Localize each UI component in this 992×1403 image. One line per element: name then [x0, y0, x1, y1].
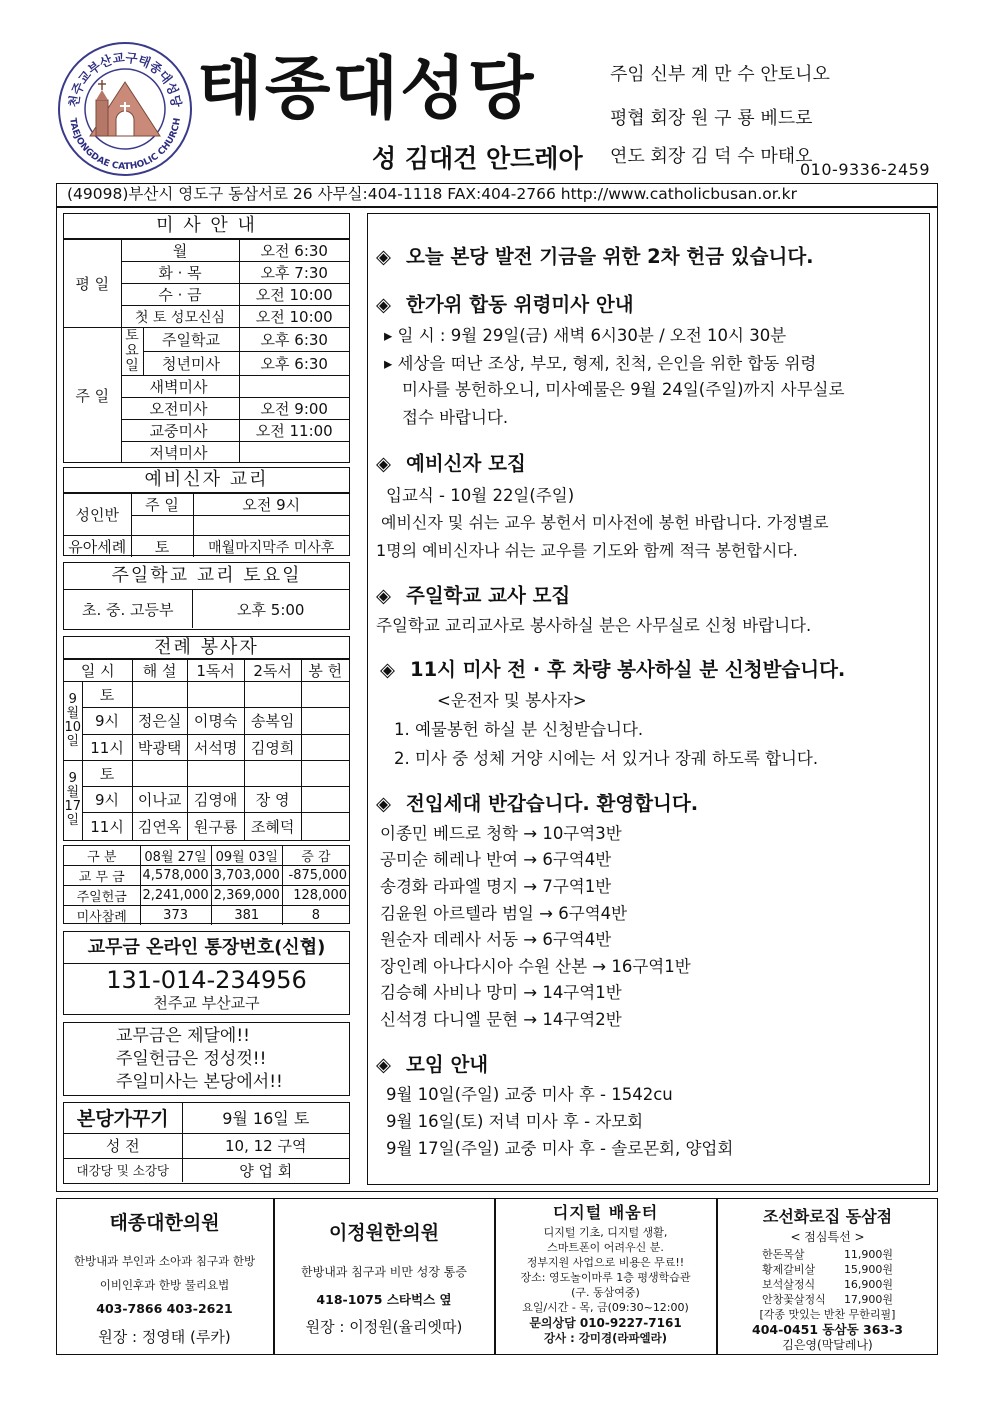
notice-line: 입교식 - 10월 22일(주일) — [386, 486, 575, 505]
ad-line: 강사 : 강미경(라파엘라) — [543, 1331, 668, 1345]
account-owner: 천주교 부산교구 — [153, 994, 260, 1012]
meeting-line: 9월 10일(주일) 교중 미사 후 - 1542cu — [386, 1085, 673, 1104]
page-title: 태종대성당 — [197, 50, 536, 129]
finance-diff: 8 — [282, 906, 349, 926]
liturgy-commentary — [132, 682, 187, 708]
newcomer-line: 김승혜 사비나 망미 → 14구역1반 — [380, 983, 622, 1002]
liturgy-reading2: 김영희 — [244, 734, 301, 760]
slogan-box — [63, 1022, 350, 1096]
mass-day: 월 — [121, 240, 239, 262]
sunday-school-title: 주일학교 교리 토요일 — [64, 563, 349, 590]
notice-heading — [376, 448, 526, 476]
ad-clinic-1 — [56, 1198, 273, 1355]
liturgy-commentary: 김연옥 — [132, 813, 187, 840]
finance-prev: 2,241,000 — [140, 886, 211, 906]
liturgy-offering — [301, 786, 349, 812]
liturgy-commentary: 이나교 — [132, 786, 187, 812]
ad-phone: 418-1075 스타벅스 옆 — [316, 1292, 452, 1307]
notice-title: 예비신자 모집 — [406, 452, 526, 475]
mass-day: 청년미사 — [143, 352, 239, 376]
finance-label: 교 무 금 — [64, 866, 140, 886]
mass-time: 오후 6:30 — [239, 352, 349, 376]
menu-price: 17,900원 — [843, 1293, 894, 1306]
mass-day: 새벽미사 — [121, 376, 239, 398]
notice-line: ▸ 세상을 떠난 조상, 부모, 형제, 친척, 은인을 위한 합동 위령 — [384, 354, 817, 373]
liturgy-reading2: 장 영 — [244, 786, 301, 812]
ad-line: 한방내과 부인과 소아과 침구과 한방 — [73, 1254, 256, 1268]
liturgy-commentary: 정은실 — [132, 708, 187, 734]
ad-name: 조선화로집 동삼점 — [762, 1207, 893, 1226]
liturgy-time: 11시 — [82, 813, 132, 840]
newcomer-line: 이종민 베드로 청학 → 10구역3반 — [380, 824, 622, 843]
liturgy-reading1 — [187, 760, 244, 786]
notice-line: 2. 미사 중 성체 거양 시에는 서 있거나 장궤 하도록 합니다. — [394, 749, 819, 768]
finance-header: 구 분 — [64, 846, 140, 866]
menu-item: 보석살정식 — [761, 1278, 816, 1291]
ad-line: 요일/시간 - 목, 금(09:30~12:00) — [522, 1301, 689, 1314]
infant-baptism-label: 유아세례 — [64, 536, 131, 558]
finance-prev: 4,578,000 — [140, 866, 211, 886]
notice-heading — [376, 580, 570, 608]
mass-time: 오전 11:00 — [239, 420, 349, 442]
adult-class-label: 성인반 — [64, 494, 131, 536]
patron-saint: 성 김대건 안드레아 — [372, 144, 583, 173]
catechumen-box — [63, 467, 350, 556]
triangle-bullet-icon: ▸ — [384, 326, 398, 345]
liturgy-time: 9시 — [82, 786, 132, 812]
notice-heading — [376, 241, 814, 269]
notice-line: 1명의 예비신자나 쉬는 교우를 기도와 함께 적극 봉헌합시다. — [376, 541, 798, 560]
notice-title: 모임 안내 — [406, 1053, 489, 1076]
logo-text-top: 천주교부산교구태종대성당 — [65, 49, 185, 109]
finance-header: 09월 03일 — [211, 846, 282, 866]
liturgy-reading2: 송복임 — [244, 708, 301, 734]
liturgy-offering — [301, 813, 349, 840]
liturgy-time: 11시 — [82, 734, 132, 760]
liturgy-header: 1독서 — [187, 660, 244, 682]
ad-clinic-2 — [274, 1198, 494, 1355]
liturgy-date: 9월10일 — [64, 682, 82, 761]
finance-label: 주일헌금 — [64, 886, 140, 906]
finance-prev: 373 — [140, 906, 211, 926]
mass-time: 오전 10:00 — [239, 306, 349, 328]
ad-digital — [495, 1198, 716, 1355]
notice-line: ▸ 일 시 : 9월 29일(금) 새벽 6시30분 / 오전 10시 30분 — [384, 326, 787, 345]
menu-price: 16,900원 — [843, 1278, 894, 1291]
account-box — [63, 931, 350, 1015]
adult-class-empty — [193, 516, 349, 536]
notice-heading — [376, 1049, 488, 1077]
notice-title: 오늘 본당 발전 기금을 위한 2차 헌금 있습니다. — [406, 245, 814, 268]
diamond-icon: ◈ — [380, 658, 395, 681]
ad-director: 원장 : 정영태 (루카) — [98, 1328, 231, 1346]
meeting-line: 9월 17일(주일) 교중 미사 후 - 솔로몬회, 양업회 — [386, 1139, 734, 1158]
menu-price: 11,900원 — [843, 1248, 894, 1261]
liturgy-reading1: 서석명 — [187, 734, 244, 760]
notice-line: 주일학교 교리교사로 봉사하실 분은 사무실로 신청 바랍니다. — [376, 616, 812, 635]
liturgy-reading1 — [187, 682, 244, 708]
newcomer-line: 원순자 데레사 서동 → 6구역4반 — [380, 930, 612, 949]
diamond-icon: ◈ — [376, 792, 391, 815]
liturgy-reading2: 조혜덕 — [244, 813, 301, 840]
mass-schedule-title: 미 사 안 내 — [64, 214, 349, 239]
finance-curr: 381 — [211, 906, 282, 926]
account-title: 교무금 온라인 통장번호(신협) — [64, 932, 349, 964]
church-logo — [56, 40, 194, 178]
decor-date: 9월 16일 토 — [182, 1103, 349, 1133]
menu-item: 황제갈비살 — [761, 1263, 816, 1276]
menu-price: 15,900원 — [843, 1263, 894, 1276]
council-president-line: 평협 회장 원 구 룡 베드로 — [610, 108, 813, 129]
newcomer-line: 김윤원 아르텔라 범일 → 6구역4반 — [380, 904, 628, 923]
notice-title: 주일학교 교사 모집 — [406, 584, 571, 607]
notice-line: 1. 예물봉헌 하실 분 신청받습니다. — [394, 720, 644, 739]
sunday-school-box — [63, 562, 350, 630]
mass-day: 주일학교 — [143, 328, 239, 352]
mass-day: 저녁미사 — [121, 442, 239, 464]
liturgy-commentary — [132, 760, 187, 786]
finance-header: 08월 27일 — [140, 846, 211, 866]
notice-title: 11시 미사 전 · 후 차량 봉사하실 분 신청받습니다. — [410, 658, 846, 681]
account-number: 131-014-234956 — [106, 966, 307, 994]
liturgy-time: 토 — [82, 682, 132, 708]
mass-time — [239, 376, 349, 398]
liturgy-reading2 — [244, 682, 301, 708]
ad-note: [각종 맛있는 반찬 무한리필] — [759, 1308, 896, 1321]
liturgy-header: 2독서 — [244, 660, 301, 682]
ad-line: 한방내과 침구과 비만 성장 통증 — [301, 1265, 467, 1279]
pastor-line: 주임 신부 계 만 수 안토니오 — [610, 64, 830, 85]
mass-day: 수 · 금 — [121, 284, 239, 306]
ad-phone: 403-7866 403-2621 — [96, 1301, 233, 1316]
decor-box — [63, 1102, 350, 1184]
ad-owner: 김은영(막달레나) — [782, 1338, 873, 1352]
ad-phone: 문의상담 010-9227-7161 — [529, 1316, 682, 1330]
logo-text-bottom: TAEJONGDAE CATHOLIC CHURCH — [67, 117, 183, 173]
mass-day: 교중미사 — [121, 420, 239, 442]
menu-item: 한돈목살 — [761, 1248, 805, 1261]
yeondo-president-line: 연도 회장 김 덕 수 마태오 — [610, 146, 813, 167]
decor-label: 성 전 — [64, 1133, 182, 1158]
liturgy-commentary: 박광택 — [132, 734, 187, 760]
finance-diff: -875,000 — [282, 866, 349, 886]
adult-class-day: 주 일 — [131, 494, 193, 516]
mass-day: 오전미사 — [121, 398, 239, 420]
diamond-icon: ◈ — [376, 584, 391, 607]
ad-name: 태종대한의원 — [109, 1212, 220, 1234]
liturgy-offering — [301, 708, 349, 734]
finance-curr: 3,703,000 — [211, 866, 282, 886]
slogan-line: 주일미사는 본당에서!! — [116, 1072, 283, 1092]
slogan-line: 교무금은 제달에!! — [116, 1026, 250, 1046]
liturgy-reading2 — [244, 760, 301, 786]
mass-time: 오전 9:00 — [239, 398, 349, 420]
decor-title: 본당가꾸기 — [64, 1103, 182, 1133]
liturgy-header: 봉 헌 — [301, 660, 349, 682]
liturgy-time: 토 — [82, 760, 132, 786]
diamond-icon: ◈ — [376, 293, 391, 316]
mass-day: 화 · 목 — [121, 262, 239, 284]
ad-name: 이정원한의원 — [328, 1222, 440, 1244]
ad-sub: < 점심특선 > — [790, 1230, 865, 1244]
ad-name: 디지털 배움터 — [552, 1203, 659, 1222]
mass-schedule-box — [63, 213, 350, 463]
sunday-label: 주 일 — [64, 328, 121, 464]
adult-class-empty — [131, 516, 193, 536]
decor-value: 10, 12 구역 — [182, 1133, 349, 1158]
weekday-label: 평 일 — [64, 240, 121, 328]
liturgy-title: 전례 봉사자 — [64, 637, 349, 659]
liturgy-offering — [301, 734, 349, 760]
finance-label: 미사참례 — [64, 906, 140, 926]
infant-baptism-day: 토 — [131, 536, 193, 558]
ad-restaurant — [717, 1198, 938, 1355]
liturgy-time: 9시 — [82, 708, 132, 734]
liturgy-offering — [301, 682, 349, 708]
liturgy-date: 9월17일 — [64, 760, 82, 840]
mass-time: 오후 6:30 — [239, 328, 349, 352]
decor-label: 대강당 및 소강당 — [64, 1158, 182, 1182]
notice-title: 전입세대 반갑습니다. 환영합니다. — [406, 792, 699, 815]
notice-heading — [380, 654, 845, 682]
address-bar: (49098)부산시 영도구 동삼서로 26 사무실:404-1118 FAX:404-2766 http://www.catholicbusan.or.kr — [56, 183, 938, 207]
sunday-school-time: 오후 5:00 — [237, 600, 305, 619]
mass-time — [239, 442, 349, 464]
phone-number: 010-9336-2459 — [800, 160, 931, 179]
liturgy-reading1: 김영애 — [187, 786, 244, 812]
notice-line: <운전자 및 봉사자> — [437, 691, 587, 710]
ad-director: 원장 : 이정원(율리엣따) — [305, 1318, 463, 1336]
liturgy-reading1: 이명숙 — [187, 708, 244, 734]
ad-line: 스마트폰이 어려우신 분. — [547, 1241, 664, 1254]
mass-time: 오후 7:30 — [239, 262, 349, 284]
ad-line: 이비인후과 한방 물리요법 — [99, 1278, 230, 1292]
slogan-line: 주일헌금은 정성껏!! — [116, 1049, 267, 1069]
decor-value: 양 업 회 — [182, 1158, 349, 1182]
mass-time: 오전 6:30 — [239, 240, 349, 262]
newcomer-line: 송경화 라파엘 명지 → 7구역1반 — [380, 877, 612, 896]
infant-baptism-time: 매월마지막주 미사후 — [193, 536, 349, 558]
notice-heading — [376, 788, 698, 816]
meeting-line: 9월 16일(토) 저녁 미사 후 - 자모회 — [386, 1112, 644, 1131]
notice-title: 한가위 합동 위령미사 안내 — [406, 293, 634, 316]
catechumen-title: 예비신자 교리 — [64, 468, 349, 493]
notice-line: 예비신자 및 쉬는 교우 봉헌서 미사전에 봉헌 바랍니다. 가정별로 — [381, 513, 829, 532]
finance-header: 증 감 — [282, 846, 349, 866]
diamond-icon: ◈ — [376, 452, 391, 475]
liturgy-offering — [301, 760, 349, 786]
ad-line: 장소: 영도놀이마루 1층 평생학습관 — [520, 1271, 691, 1284]
mass-time: 오전 10:00 — [239, 284, 349, 306]
newcomer-line: 신석경 다니엘 문현 → 14구역2반 — [380, 1010, 622, 1029]
notice-heading — [376, 289, 634, 317]
triangle-bullet-icon: ▸ — [384, 354, 398, 373]
sunday-school-target: 초. 중. 고등부 — [64, 590, 192, 628]
liturgy-header: 해 설 — [132, 660, 187, 682]
liturgy-reading1: 원구룡 — [187, 813, 244, 840]
ad-phone: 404-0451 동삼동 363-3 — [752, 1322, 903, 1337]
notice-line: 접수 바랍니다. — [402, 408, 509, 427]
ad-line: (구. 동삼여중) — [571, 1286, 640, 1299]
diamond-icon: ◈ — [376, 1053, 391, 1076]
adult-class-time: 오전 9시 — [193, 494, 349, 516]
finance-box — [63, 845, 350, 924]
diamond-icon: ◈ — [376, 245, 391, 268]
newcomer-line: 공미순 헤레나 반여 → 6구역4반 — [380, 850, 612, 869]
mass-day: 첫 토 성모신심 — [121, 306, 239, 328]
ad-line: 디지털 기초, 디지털 생활, — [543, 1226, 668, 1239]
menu-item: 안창꽃살정식 — [761, 1293, 826, 1306]
ad-line: 정부지원 사업으로 비용은 무료!! — [526, 1256, 685, 1269]
saturday-label: 토요일 — [121, 328, 143, 376]
newcomer-line: 장인례 아나다시아 수원 산본 → 16구역1반 — [380, 957, 691, 976]
liturgy-header: 일 시 — [64, 660, 132, 682]
liturgy-box — [63, 636, 350, 841]
finance-diff: 128,000 — [282, 886, 349, 906]
notice-line: 미사를 봉헌하오니, 미사예물은 9월 24일(주일)까지 사무실로 — [402, 380, 845, 399]
finance-curr: 2,369,000 — [211, 886, 282, 906]
